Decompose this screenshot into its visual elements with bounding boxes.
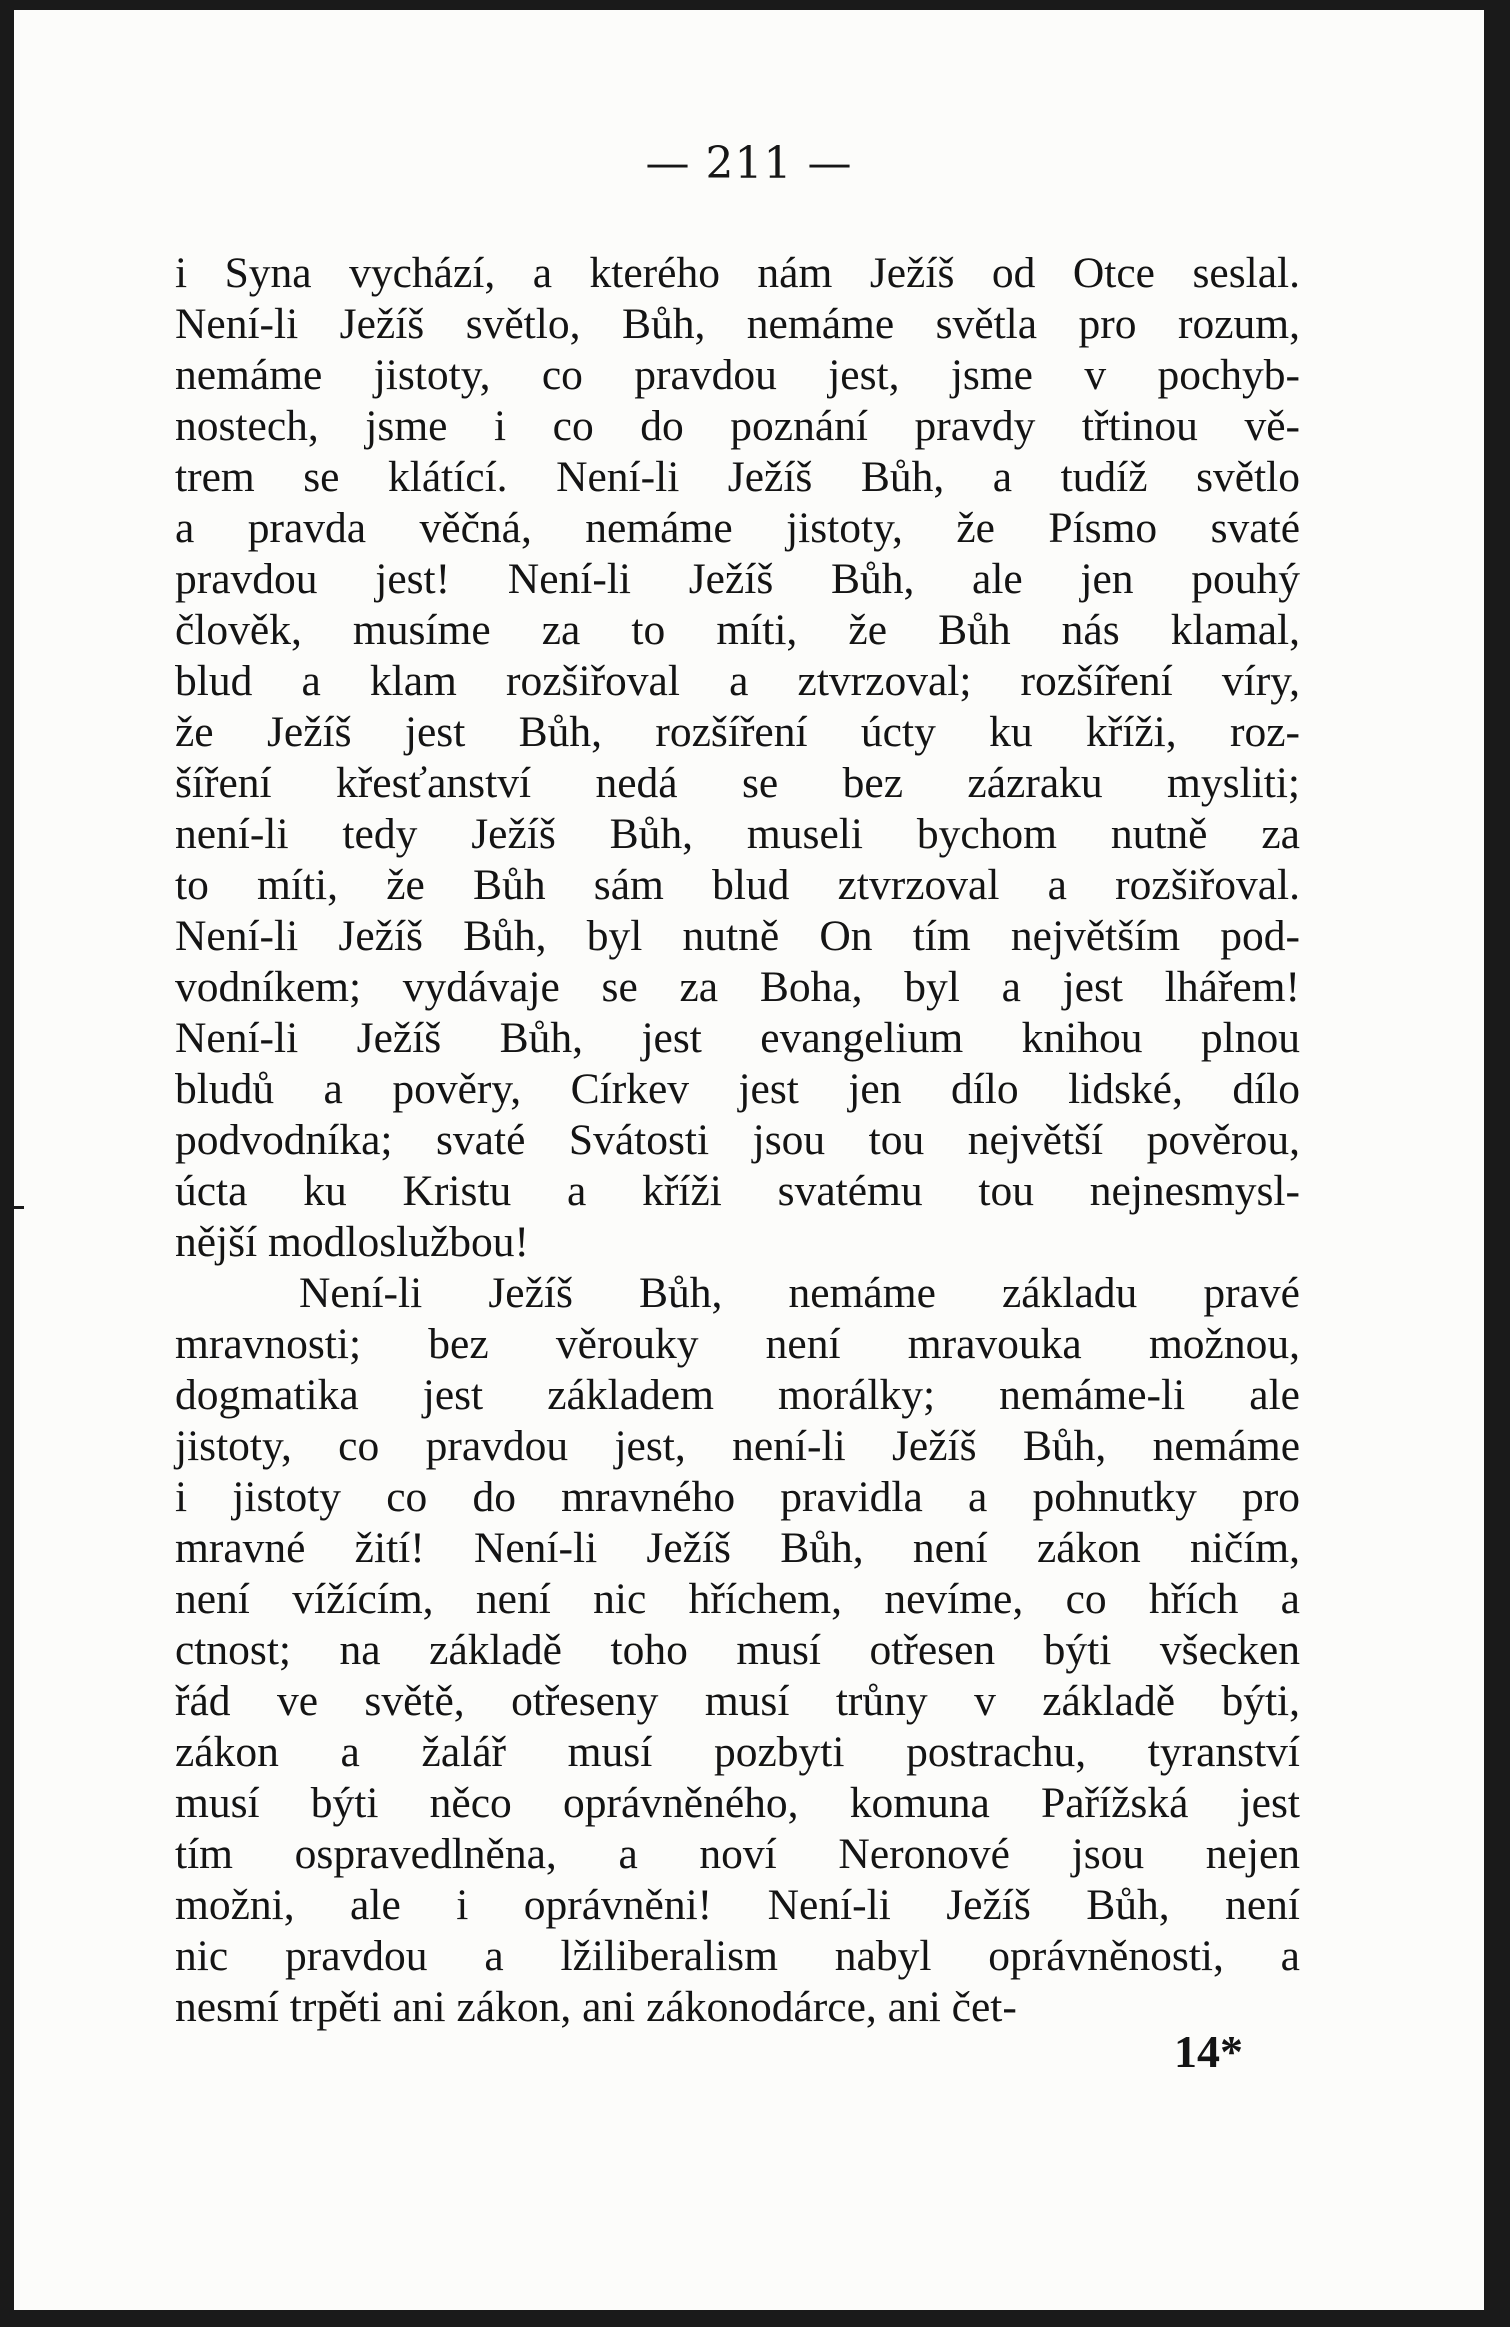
text-line: tím ospravedlněna, a noví Neronové jsou nejen — [175, 1830, 1300, 1878]
text-line: šíření křesťanství nedá se bez zázraku mysliti; — [175, 759, 1300, 807]
text-line: možni, ale i oprávněni! Není-li Ježíš Bůh, není — [175, 1881, 1300, 1929]
text-line: mravné žití! Není-li Ježíš Bůh, není zákon ničím, — [175, 1524, 1300, 1572]
text-line: nesmí trpěti ani zákon, ani zákonodárce, ani čet- — [175, 1983, 1017, 2031]
text-line: nostech, jsme i co do poznání pravdy třtinou vě- — [175, 402, 1300, 450]
text-line: Není-li Ježíš Bůh, nemáme základu pravé — [299, 1269, 1300, 1317]
text-line: že Ježíš jest Bůh, rozšíření úcty ku kříži, roz- — [175, 708, 1300, 756]
text-line: Není-li Ježíš světlo, Bůh, nemáme světla pro rozum, — [175, 300, 1300, 348]
text-line: jistoty, co pravdou jest, není-li Ježíš Bůh, nemáme — [175, 1422, 1300, 1470]
text-line: blud a klam rozšiřoval a ztvrzoval; rozšíření víry, — [175, 657, 1300, 705]
text-line: musí býti něco oprávněného, komuna Pařížská jest — [175, 1779, 1300, 1827]
text-line: Není-li Ježíš Bůh, jest evangelium knihou plnou — [175, 1014, 1300, 1062]
text-line: podvodníka; svaté Svátosti jsou tou největší pověrou, — [175, 1116, 1300, 1164]
text-line: pravdou jest! Není-li Ježíš Bůh, ale jen pouhý — [175, 555, 1300, 603]
text-line: i Syna vychází, a kterého nám Ježíš od Otce seslal. — [175, 249, 1300, 297]
text-line: Není-li Ježíš Bůh, byl nutně On tím největším pod- — [175, 912, 1300, 960]
text-line: řád ve světě, otřeseny musí trůny v základě býti, — [175, 1677, 1300, 1725]
text-line: to míti, že Bůh sám blud ztvrzoval a rozšiřoval. — [175, 861, 1300, 909]
text-line: bludů a pověry, Církev jest jen dílo lidské, dílo — [175, 1065, 1300, 1113]
text-line: nic pravdou a lžiliberalism nabyl oprávněnosti, a — [175, 1932, 1300, 1980]
page-number-header: — 211 — — [645, 138, 853, 189]
text-line: dogmatika jest základem morálky; nemáme-li ale — [175, 1371, 1300, 1419]
text-line: a pravda věčná, nemáme jistoty, že Písmo svaté — [175, 504, 1300, 552]
signature-mark: 14* — [1174, 2026, 1243, 2077]
text-line: úcta ku Kristu a kříži svatému tou nejnesmysl- — [175, 1167, 1300, 1215]
text-line: není-li tedy Ježíš Bůh, museli bychom nutně za — [175, 810, 1300, 858]
text-line: zákon a žalář musí pozbyti postrachu, tyranství — [175, 1728, 1300, 1776]
book-page — [14, 10, 1484, 2310]
text-line: i jistoty co do mravného pravidla a pohnutky pro — [175, 1473, 1300, 1521]
text-line: ctnost; na základě toho musí otřesen býti všecken — [175, 1626, 1300, 1674]
text-line: trem se klátící. Není-li Ježíš Bůh, a tudíž světlo — [175, 453, 1300, 501]
left-edge-mark — [14, 1206, 24, 1209]
text-line: mravnosti; bez věrouky není mravouka možnou, — [175, 1320, 1300, 1368]
text-line: nemáme jistoty, co pravdou jest, jsme v pochyb- — [175, 351, 1300, 399]
text-line: vodníkem; vydávaje se za Boha, byl a jest lhářem! — [175, 963, 1300, 1011]
text-line: není vížícím, není nic hříchem, nevíme, co hřích a — [175, 1575, 1300, 1623]
text-line: člověk, musíme za to míti, že Bůh nás klamal, — [175, 606, 1300, 654]
page-text-block — [175, 248, 1300, 2033]
text-line: nější modloslužbou! — [175, 1218, 530, 1266]
